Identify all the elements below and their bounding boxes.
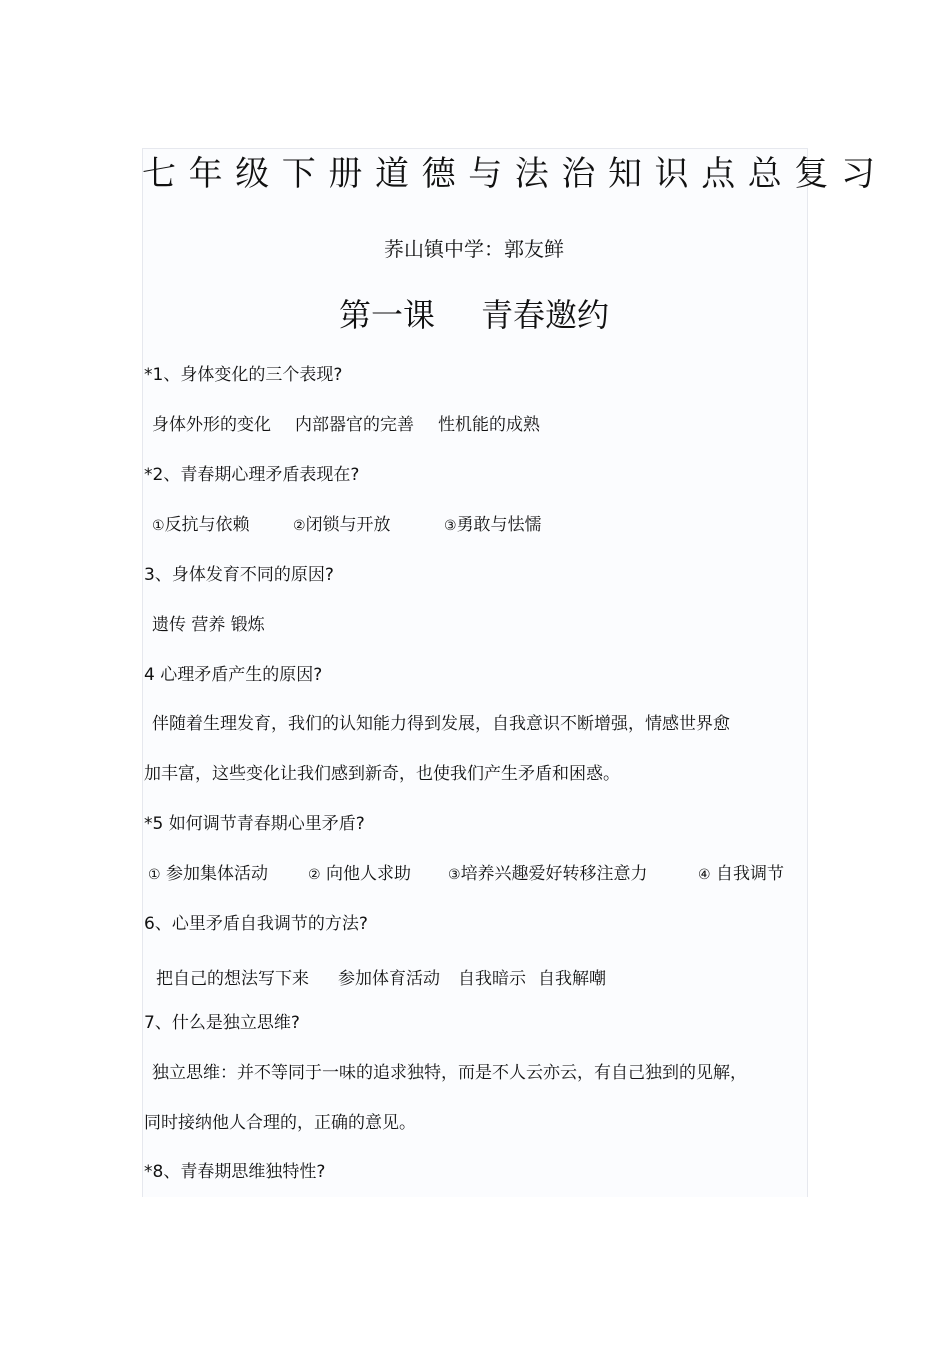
answer-2-item-1: ①反抗与依赖 <box>152 515 250 535</box>
answer-6-item-4: 自我解嘲 <box>538 969 606 989</box>
question-4: 4 心理矛盾产生的原因? <box>144 665 323 685</box>
lesson-name: 青春邀约 <box>481 296 610 334</box>
answer-5-item-1: ① 参加集体活动 <box>148 864 268 884</box>
answer-5-item-3: ③培养兴趣爱好转移注意力 <box>448 864 648 884</box>
answer-5-item-4: ④ 自我调节 <box>698 864 784 884</box>
question-5: *5 如何调节青春期心里矛盾? <box>144 814 365 834</box>
answer-1-item-1: 身体外形的变化 <box>152 415 271 435</box>
answer-1-item-2: 内部器官的完善 <box>295 415 414 435</box>
answer-4-line-2: 加丰富，这些变化让我们感到新奇，也使我们产生矛盾和困惑。 <box>144 764 620 784</box>
answer-5-item-2: ② 向他人求助 <box>308 864 411 884</box>
answer-7-line-2: 同时接纳他人合理的，正确的意见。 <box>144 1113 416 1133</box>
question-8: *8、青春期思维独特性? <box>144 1162 326 1182</box>
answer-4-line-1: 伴随着生理发育，我们的认知能力得到发展，自我意识不断增强，情感世界愈 <box>152 714 730 734</box>
lesson-heading <box>142 292 806 338</box>
answer-7-line-1: 独立思维：并不等同于一味的追求独特，而是不人云亦云，有自己独到的见解， <box>152 1063 747 1083</box>
author-line: 荞山镇中学：郭友鲜 <box>384 237 564 261</box>
answer-6-item-3: 自我暗示 <box>458 969 526 989</box>
answer-6-item-2: 参加体育活动 <box>338 969 440 989</box>
answer-1-item-3: 性机能的成熟 <box>438 415 540 435</box>
document-title: 七年级下册道德与法治知识点总复习 <box>142 154 888 194</box>
question-7: 7、什么是独立思维? <box>144 1013 300 1033</box>
question-1: *1、身体变化的三个表现? <box>144 365 343 385</box>
answer-2-item-3: ③勇敢与怯懦 <box>444 515 542 535</box>
answer-6-item-1: 把自己的想法写下来 <box>156 969 309 989</box>
question-6: 6、心里矛盾自我调节的方法? <box>144 914 368 934</box>
lesson-number: 第一课 <box>338 296 435 334</box>
answer-3: 遗传 营养 锻炼 <box>152 615 265 635</box>
question-2: *2、青春期心理矛盾表现在? <box>144 465 360 485</box>
answer-2-item-2: ②闭锁与开放 <box>293 515 391 535</box>
question-3: 3、身体发育不同的原因? <box>144 565 334 585</box>
